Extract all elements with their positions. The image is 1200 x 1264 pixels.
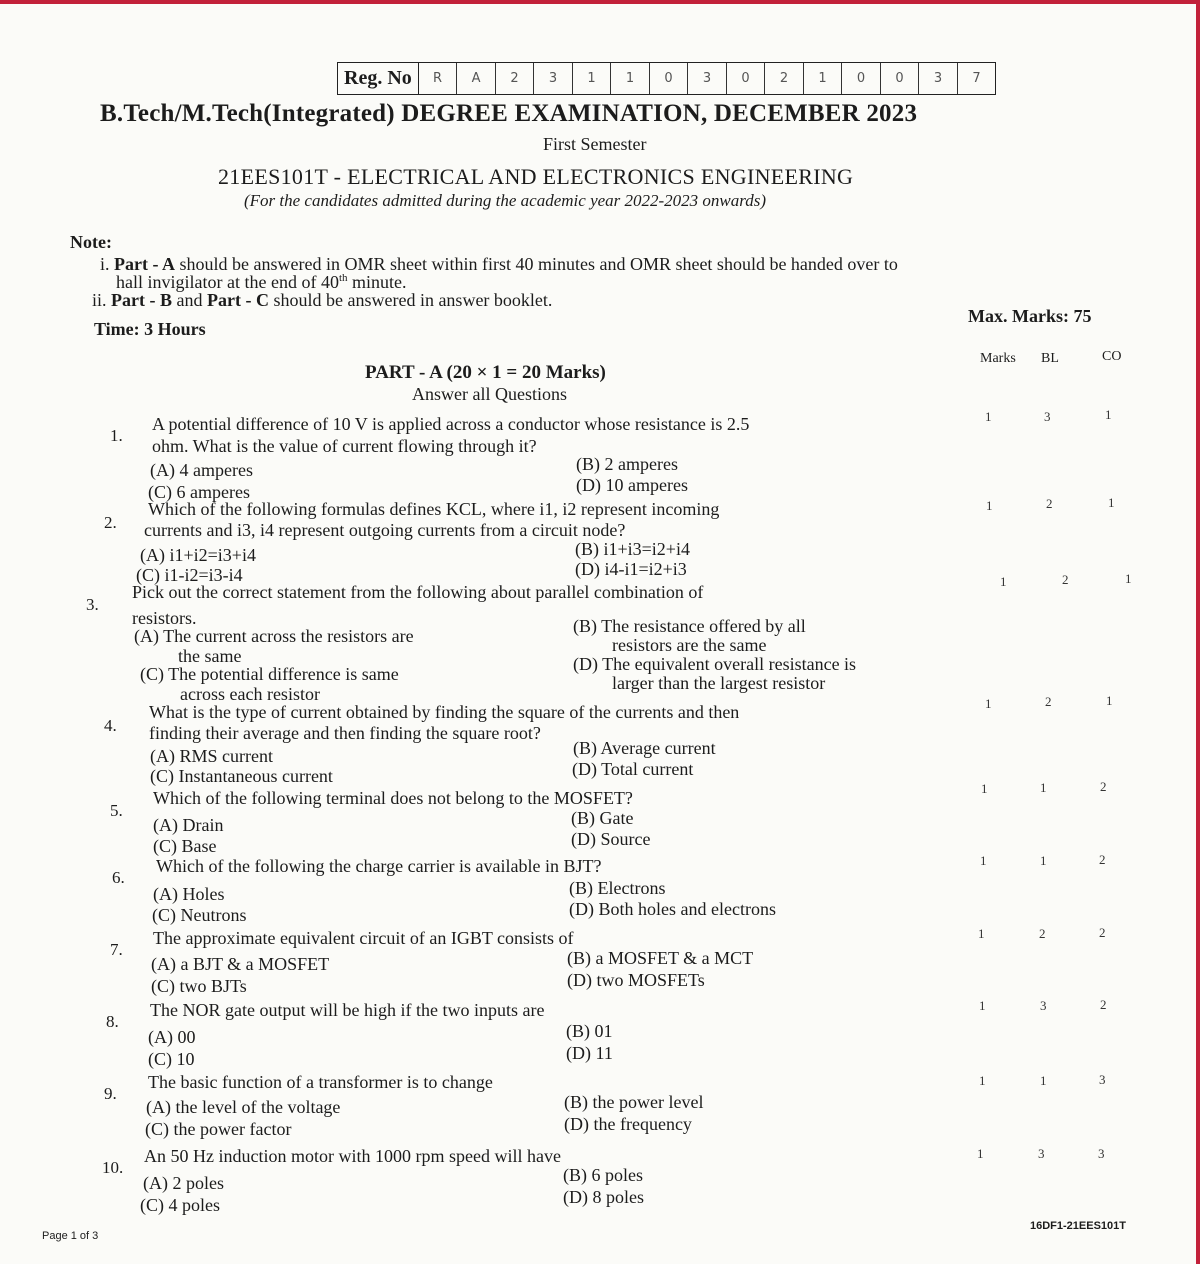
note-part-c: Part - C (207, 290, 269, 310)
page-number: Page 1 of 3 (42, 1230, 99, 1242)
option-c: (C) 4 poles (140, 1195, 220, 1215)
marks-value: 1 (980, 853, 987, 868)
co-value: 3 (1099, 1072, 1106, 1087)
part-a-title: PART - A (20 × 1 = 20 Marks) (365, 362, 606, 383)
option-b: (B) the power level (564, 1092, 704, 1112)
question-text: A potential difference of 10 V is applied across a conductor whose resistance is 2.5 (152, 414, 750, 434)
question-number: 7. (110, 940, 123, 959)
question-number: 10. (102, 1158, 124, 1177)
option-a: (A) The current across the resistors are (134, 626, 414, 646)
reg-digit: 0 (727, 63, 766, 94)
marks-value: 1 (981, 781, 988, 796)
option-b-cont: resistors are the same (612, 635, 767, 655)
admission-note: (For the candidates admitted during the academic year 2022-2023 onwards) (244, 191, 767, 210)
option-a: (A) RMS current (150, 746, 273, 766)
question-number: 3. (86, 595, 99, 614)
bl-value: 2 (1039, 926, 1046, 941)
question-number: 5. (110, 801, 123, 820)
reg-digit: 3 (919, 63, 958, 94)
question-text: Which of the following formulas defines KCL, where i1, i2 represent incoming (148, 499, 720, 519)
co-value: 2 (1099, 925, 1106, 940)
question-text: ohm. What is the value of current flowing through it? (152, 436, 537, 456)
note-item-2-prefix: ii. (92, 290, 107, 310)
option-c: (C) The potential difference is same (140, 664, 399, 684)
co-value: 1 (1125, 571, 1132, 586)
note-item-1-text2: hall invigilator at the end of 40 (116, 272, 339, 292)
marks-value: 1 (1000, 574, 1007, 589)
note-item-2 (92, 290, 552, 311)
semester: First Semester (543, 134, 647, 154)
question-text: The basic function of a transformer is to change (148, 1072, 493, 1092)
co-value: 2 (1100, 997, 1107, 1012)
reg-digit: R (419, 63, 458, 94)
bl-value: 2 (1062, 572, 1069, 587)
marks-value: 1 (979, 1073, 986, 1088)
reg-digit: 2 (765, 63, 804, 94)
reg-digit: 0 (650, 63, 689, 94)
part-a-instruction: Answer all Questions (412, 384, 567, 404)
marks-value: 1 (985, 409, 992, 424)
question-text: An 50 Hz induction motor with 1000 rpm speed will have (144, 1146, 561, 1166)
question-number: 4. (104, 716, 117, 735)
question-number: 9. (104, 1084, 117, 1103)
option-c: (C) i1-i2=i3-i4 (136, 565, 243, 585)
co-value: 3 (1098, 1146, 1105, 1161)
option-c: (C) Base (153, 836, 217, 856)
option-a-cont: the same (178, 646, 242, 666)
question-text: resistors. (132, 608, 197, 628)
note-item-1-prefix: i. (100, 254, 110, 274)
question-text: The NOR gate output will be high if the two inputs are (150, 1000, 545, 1020)
question-text: Pick out the correct statement from the following about parallel combination of (132, 582, 704, 602)
reg-digit: 1 (611, 63, 650, 94)
note-sup: th (338, 272, 348, 284)
note-part-a: Part - A (114, 254, 175, 274)
option-d: (D) Source (571, 829, 651, 849)
question-number: 8. (106, 1012, 119, 1031)
note-heading: Note: (70, 232, 112, 252)
reg-digit: A (457, 63, 496, 94)
co-value: 1 (1108, 495, 1115, 510)
option-c: (C) 10 (148, 1049, 195, 1069)
option-a: (A) a BJT & a MOSFET (151, 954, 330, 974)
reg-digit: 3 (534, 63, 573, 94)
option-d: (D) i4-i1=i2+i3 (575, 559, 687, 579)
reg-no-box (337, 62, 996, 95)
max-marks: Max. Marks: 75 (968, 306, 1092, 326)
marks-value: 1 (978, 926, 985, 941)
marks-value: 1 (977, 1146, 984, 1161)
question-text: What is the type of current obtained by finding the square of the currents and then (149, 702, 740, 722)
bl-value: 3 (1038, 1146, 1045, 1161)
option-a: (A) Drain (153, 815, 224, 835)
exam-time: Time: 3 Hours (94, 319, 206, 339)
col-header-marks: Marks (980, 351, 1016, 366)
option-b: (B) 6 poles (563, 1165, 643, 1185)
option-d: (D) The equivalent overall resistance is (573, 654, 857, 674)
option-d: (D) the frequency (564, 1114, 692, 1134)
bl-value: 3 (1044, 409, 1051, 424)
bl-value: 3 (1040, 998, 1047, 1013)
note-item-1-text: should be answered in OMR sheet within first 40 minutes and OMR sheet should be handed over to (175, 254, 898, 274)
option-d-cont: larger than the largest resistor (612, 673, 826, 693)
option-c: (C) Instantaneous current (150, 766, 333, 786)
exam-paper (0, 4, 1196, 1264)
option-a: (A) 4 amperes (150, 460, 253, 480)
option-b: (B) i1+i3=i2+i4 (575, 539, 690, 559)
option-a: (A) the level of the voltage (146, 1097, 341, 1117)
question-text: finding their average and then finding the square root? (149, 723, 541, 743)
question-text: Which of the following terminal does not belong to the MOSFET? (153, 788, 633, 808)
marks-value: 1 (979, 998, 986, 1013)
note-item-2-text: should be answered in answer booklet. (268, 290, 553, 310)
option-b: (B) The resistance offered by all (573, 616, 806, 636)
option-b: (B) Electrons (569, 878, 666, 898)
option-c: (C) Neutrons (152, 905, 247, 925)
note-item-1-text3: minute. (347, 272, 407, 292)
reg-digit: 1 (573, 63, 612, 94)
col-header-bl: BL (1041, 351, 1059, 366)
co-value: 1 (1105, 407, 1112, 422)
marks-value: 1 (985, 696, 992, 711)
option-b: (B) Average current (573, 738, 716, 758)
course-title: 21EES101T - ELECTRICAL AND ELECTRONICS ENGINEERING (218, 164, 854, 189)
reg-digit: 0 (881, 63, 920, 94)
col-header-co: CO (1102, 349, 1122, 364)
question-text: The approximate equivalent circuit of an IGBT consists of (153, 928, 574, 948)
note-and: and (172, 290, 207, 310)
option-b: (B) Gate (571, 808, 634, 828)
option-d: (D) 11 (566, 1043, 613, 1063)
bl-value: 2 (1045, 694, 1052, 709)
option-b: (B) 2 amperes (576, 454, 678, 474)
bl-value: 2 (1046, 496, 1053, 511)
option-b: (B) 01 (566, 1021, 613, 1041)
reg-no-label: Reg. No (338, 63, 419, 94)
question-number: 6. (112, 868, 125, 887)
option-b: (B) a MOSFET & a MCT (567, 948, 754, 968)
option-d: (D) Total current (572, 759, 694, 779)
option-a: (A) Holes (153, 884, 225, 904)
note-part-b: Part - B (111, 290, 172, 310)
option-c: (C) 6 amperes (148, 482, 250, 502)
option-d: (D) 10 amperes (576, 475, 688, 495)
question-text: currents and i3, i4 represent outgoing currents from a circuit node? (144, 520, 626, 540)
question-text: Which of the following the charge carrier is available in BJT? (156, 856, 602, 876)
option-d: (D) Both holes and electrons (569, 899, 776, 919)
option-d: (D) 8 poles (563, 1187, 644, 1207)
question-number: 2. (104, 513, 117, 532)
exam-title: B.Tech/M.Tech(Integrated) DEGREE EXAMINATION, DECEMBER 2023 (100, 100, 918, 127)
option-c-cont: across each resistor (180, 684, 320, 704)
reg-digit: 3 (688, 63, 727, 94)
option-c: (C) two BJTs (151, 976, 247, 996)
co-value: 1 (1106, 693, 1113, 708)
reg-digit: 1 (804, 63, 843, 94)
option-a: (A) 00 (148, 1027, 196, 1047)
marks-value: 1 (986, 498, 993, 513)
reg-digit: 7 (972, 71, 981, 86)
option-a: (A) i1+i2=i3+i4 (140, 545, 256, 565)
reg-digit: 0 (842, 63, 881, 94)
bl-value: 1 (1040, 780, 1047, 795)
option-c: (C) the power factor (145, 1119, 292, 1139)
bl-value: 1 (1040, 1073, 1047, 1088)
paper-code: 16DF1-21EES101T (1030, 1220, 1126, 1232)
question-number: 1. (110, 426, 123, 445)
option-d: (D) two MOSFETs (567, 970, 705, 990)
co-value: 2 (1100, 779, 1107, 794)
co-value: 2 (1099, 852, 1106, 867)
reg-digit: 2 (496, 63, 535, 94)
option-a: (A) 2 poles (143, 1173, 224, 1193)
bl-value: 1 (1040, 853, 1047, 868)
